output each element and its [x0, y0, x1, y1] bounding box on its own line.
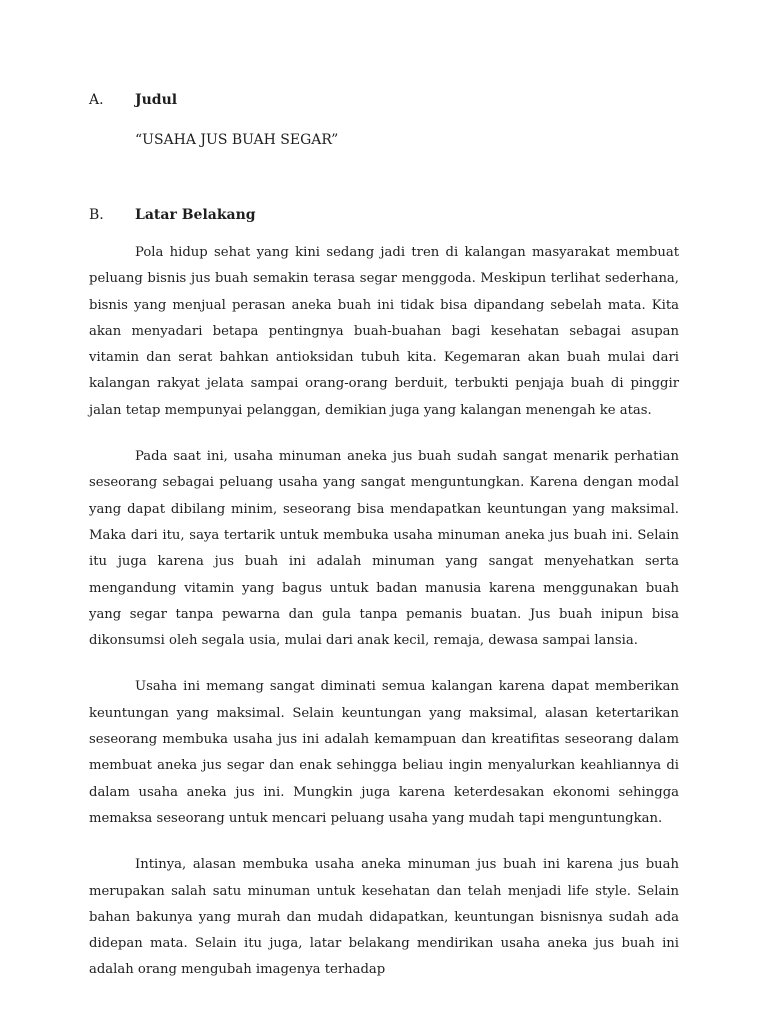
section-a-title: Judul: [135, 92, 178, 108]
business-title: “USAHA JUS BUAH SEGAR”: [135, 132, 339, 148]
section-b-body: [89, 240, 679, 1004]
paragraph-3: Usaha ini memang sangat diminati semua kalangan karena dapat memberikan keuntungan yang maksimal. Selain keuntungan yang maksimal, alasan ketertarikan seseorang membuka usaha jus ini adalah kemampuan dan kreatifitas seseorang dalam membuat aneka jus segar dan enak sehingga beliau ingin menyalurkan keahliannya di dalam usaha aneka jus ini. Mungkin juga karena keterdesakan ekonomi sehingga memaksa seseorang untuk mencari peluang usaha yang mudah tapi menguntungkan.: [89, 679, 679, 826]
paragraph-4: Intinya, alasan membuka usaha aneka minuman jus buah ini karena jus buah merupakan salah satu minuman untuk kesehatan dan telah menjadi life style. Selain bahan bakunya yang murah dan mudah didapatkan, keuntungan bisnisnya sudah ada didepan mata. Selain itu juga, latar belakang mendirikan usaha aneka jus buah ini adalah orang mengubah imagenya terhadap: [89, 857, 679, 978]
section-a-heading: [89, 90, 177, 110]
paragraph-2: Pada saat ini, usaha minuman aneka jus buah sudah sangat menarik perhatian seseorang sebagai peluang usaha yang sangat menguntungkan. Karena dengan modal yang dapat dibilang minim, seseorang bisa mendapatkan keuntungan yang maksimal. Maka dari itu, saya tertarik untuk membuka usaha minuman aneka jus buah ini. Selain itu juga karena jus buah ini adalah minuman yang sangat menyehatkan serta mengandung vitamin yang bagus untuk badan manusia karena menggunakan buah yang segar tanpa pewarna dan gula tanpa pemanis buatan. Jus buah inipun bisa dikonsumsi oleh segala usia, mulai dari anak kecil, remaja, dewasa sampai lansia.: [89, 449, 679, 649]
section-b-title: Latar Belakang: [135, 207, 256, 223]
section-a-number: A.: [89, 92, 104, 108]
paragraph-1: Pola hidup sehat yang kini sedang jadi tren di kalangan masyarakat membuat peluang bisnis jus buah semakin terasa segar menggoda. Meskipun terlihat sederhana, bisnis yang menjual perasan aneka buah ini tidak bisa dipandang sebelah mata. Kita akan menyadari betapa pentingnya buah-buahan bagi kesehatan sebagai asupan vitamin dan serat bahkan antioksidan tubuh kita. Kegemaran akan buah mulai dari kalangan rakyat jelata sampai orang-orang berduit, terbukti penjaja buah di pinggir jalan tetap mempunyai pelanggan, demikian juga yang kalangan menengah ke atas.: [89, 245, 679, 418]
section-b-number: B.: [89, 207, 104, 223]
section-b-heading: [89, 205, 256, 225]
